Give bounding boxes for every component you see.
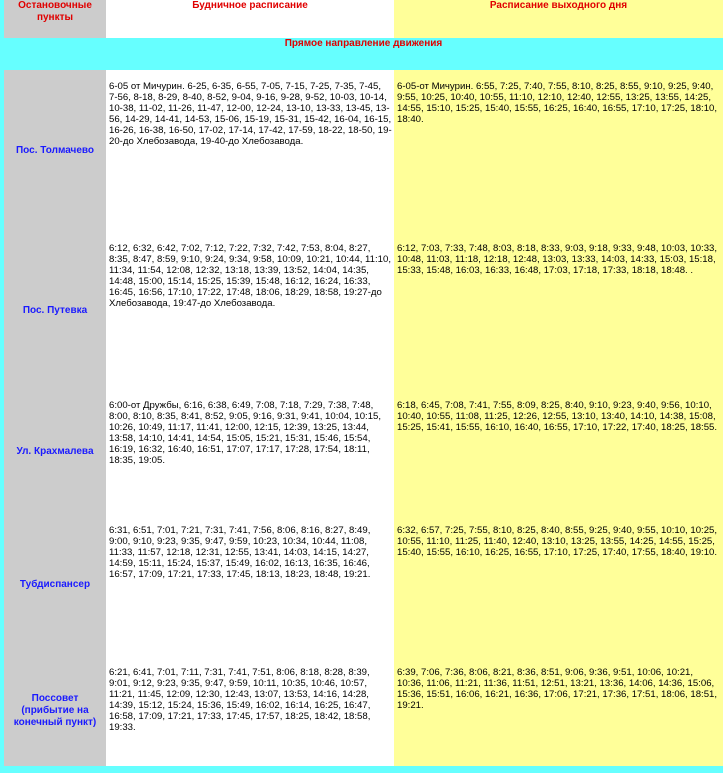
weekend-times-cell (394, 389, 723, 514)
header-stops: Остановочные пункты (4, 0, 106, 38)
direction-title: Прямое направление движения (4, 38, 723, 70)
header-weekday: Будничное расписание (106, 0, 394, 38)
table-row (4, 514, 723, 656)
stop-name: Тубдиспансер (4, 514, 106, 656)
schedule-table (4, 0, 723, 766)
table-row (4, 656, 723, 766)
table-row (4, 70, 723, 232)
weekday-times-cell (106, 232, 394, 389)
stop-name: Поссовет (прибытие на конечный пункт) (4, 656, 106, 766)
table-row (4, 389, 723, 514)
header-weekend: Расписание выходного дня (394, 0, 723, 38)
weekday-times: 6:12, 6:32, 6:42, 7:02, 7:12, 7:22, 7:32, 7:42, 7:53, 8:04, 8:27, 8:35, 8:47, 8:59, 9:10, 9:24, 9:34, 9:58, 10:09, 10:21, 10:44, 11:10, 11:34, 11:54, 12:08, 12:32, 13:18, 13:39, 13:52, 14:04, 14:35, 14:48, 15:00, 15:14, 15:25, 15:39, 15:48, 16:12, 16:24, 16:33, 16:45, 16:56, 17:10, 17:22, 17:48, 18:06, 18:29, 18:58, 19:27-до Хлебозавода, 19:47-до Хлебозавода. (109, 243, 391, 309)
weekend-times: 6:18, 6:45, 7:08, 7:41, 7:55, 8:09, 8:25, 8:40, 9:10, 9:23, 9:40, 9:56, 10:10, 10:40, 10:55, 11:08, 11:25, 12:26, 12:55, 13:10, 13:40, 14:10, 14:38, 15:08, 15:25, 15:41, 15:55, 16:10, 16:40, 16:55, 17:10, 17:22, 17:40, 18:25, 18:55. (397, 400, 718, 433)
table-row (4, 232, 723, 389)
weekday-times-cell (106, 70, 394, 232)
weekday-times: 6-05 от Мичурин. 6-25, 6-35, 6-55, 7-05, 7-15, 7-25, 7-35, 7-45, 7-56, 8-18, 8-29, 8-40, 8-52, 9-04, 9-16, 9-28, 9-52, 10-03, 10-14, 10-38, 11-02, 11-26, 11-47, 12-00, 12-24, 13-10, 13-33, 13-45, 13-56, 14-29, 14-41, 14-53, 15-06, 15-19, 15-31, 15-42, 16-04, 16-15, 16-26, 16-38, 16-50, 17-02, 17-14, 17-42, 17-59, 18-22, 18-50, 19-20-до Хлебозавода, 19-40-до Хлебозавода. (109, 81, 392, 147)
weekend-times-cell (394, 514, 723, 656)
weekend-times: 6:32, 6:57, 7:25, 7:55, 8:10, 8:25, 8:40, 8:55, 9:25, 9:40, 9:55, 10:10, 10:25, 10:55, 11:10, 11:25, 11:40, 12:40, 13:10, 13:25, 13:55, 14:25, 14:55, 15:25, 15:40, 15:55, 16:10, 16:25, 16:55, 17:10, 17:25, 17:40, 17:55, 18:40, 19:10. (397, 525, 718, 558)
weekday-times-cell (106, 389, 394, 514)
weekend-times: 6-05-от Мичурин. 6:55, 7:25, 7:40, 7:55, 8:10, 8:25, 8:55, 9:10, 9:25, 9:40, 9:55, 10:25, 10:40, 10:55, 11:10, 12:10, 12:40, 12:55, 13:25, 13:55, 14:25, 14:55, 15:10, 15:25, 15:40, 15:55, 16:25, 16:40, 16:55, 17:10, 17:25, 18:10, 18:40. (397, 81, 718, 125)
stop-name: Пос. Толмачево (4, 70, 106, 232)
weekend-times: 6:12, 7:03, 7:33, 7:48, 8:03, 8:18, 8:33, 9:03, 9:18, 9:33, 9:48, 10:03, 10:33, 10:48, 11:03, 11:18, 12:18, 12:48, 13:03, 13:33, 14:03, 14:33, 15:03, 15:18, 15:33, 15:48, 16:03, 16:33, 16:48, 17:03, 17:18, 17:33, 18:18, 18:48. . (397, 243, 718, 276)
weekend-times: 6:39, 7:06, 7:36, 8:06, 8:21, 8:36, 8:51, 9:06, 9:36, 9:51, 10:06, 10:21, 10:36, 11:06, 11:21, 11:36, 11:51, 12:51, 13:21, 13:36, 14:06, 14:36, 15:06, 15:36, 15:51, 16:06, 16:21, 16:36, 17:06, 17:21, 17:36, 17:51, 18:06, 18:51, 19:21. (397, 667, 718, 711)
weekday-times-cell (106, 514, 394, 656)
weekday-times-cell (106, 656, 394, 766)
header-row (4, 0, 723, 38)
weekend-times-cell (394, 70, 723, 232)
weekday-times: 6:31, 6:51, 7:01, 7:21, 7:31, 7:41, 7:56, 8:06, 8:16, 8:27, 8:49, 9:00, 9:10, 9:23, 9:35, 9:47, 9:59, 10:23, 10:34, 10:44, 11:08, 11:33, 11:57, 12:18, 12:31, 12:55, 13:41, 14:03, 14:15, 14:27, 14:59, 15:11, 15:24, 15:37, 15:49, 16:02, 16:13, 16:35, 16:46, 16:57, 17:09, 17:21, 17:33, 17:45, 18:13, 18:23, 18:48, 19:21. (109, 525, 371, 580)
weekend-times-cell (394, 656, 723, 766)
stop-name: Ул. Крахмалева (4, 389, 106, 514)
weekday-times: 6:00-от Дружбы, 6:16, 6:38, 6:49, 7:08, 7:18, 7:29, 7:38, 7:48, 8:00, 8:10, 8:35, 8:41, 8:52, 9:05, 9:16, 9:31, 9:41, 10:04, 10:15, 10:26, 10:49, 11:17, 11:41, 12:00, 12:15, 12:39, 13:25, 13:44, 13:58, 14:10, 14:41, 14:54, 15:05, 15:21, 15:31, 15:46, 15:54, 16:19, 16:32, 16:40, 16:51, 17:07, 17:17, 17:28, 17:54, 18:11, 18:35, 19:05. (109, 400, 382, 466)
stop-name: Пос. Путевка (4, 232, 106, 389)
direction-row (4, 38, 723, 70)
weekend-times-cell (394, 232, 723, 389)
weekday-times: 6:21, 6:41, 7:01, 7:11, 7:31, 7:41, 7:51, 8:06, 8:18, 8:28, 8:39, 9:01, 9:12, 9:23, 9:35, 9:47, 9:59, 10:11, 10:35, 10:46, 10:57, 11:21, 11:45, 12:09, 12:30, 12:43, 13:07, 13:53, 14:16, 14:28, 14:39, 15:12, 15:24, 15:36, 15:49, 16:02, 16:14, 16:25, 16:47, 16:58, 17:09, 17:21, 17:33, 17:45, 17:57, 18:25, 18:42, 18:58, 19:33. (109, 667, 371, 733)
